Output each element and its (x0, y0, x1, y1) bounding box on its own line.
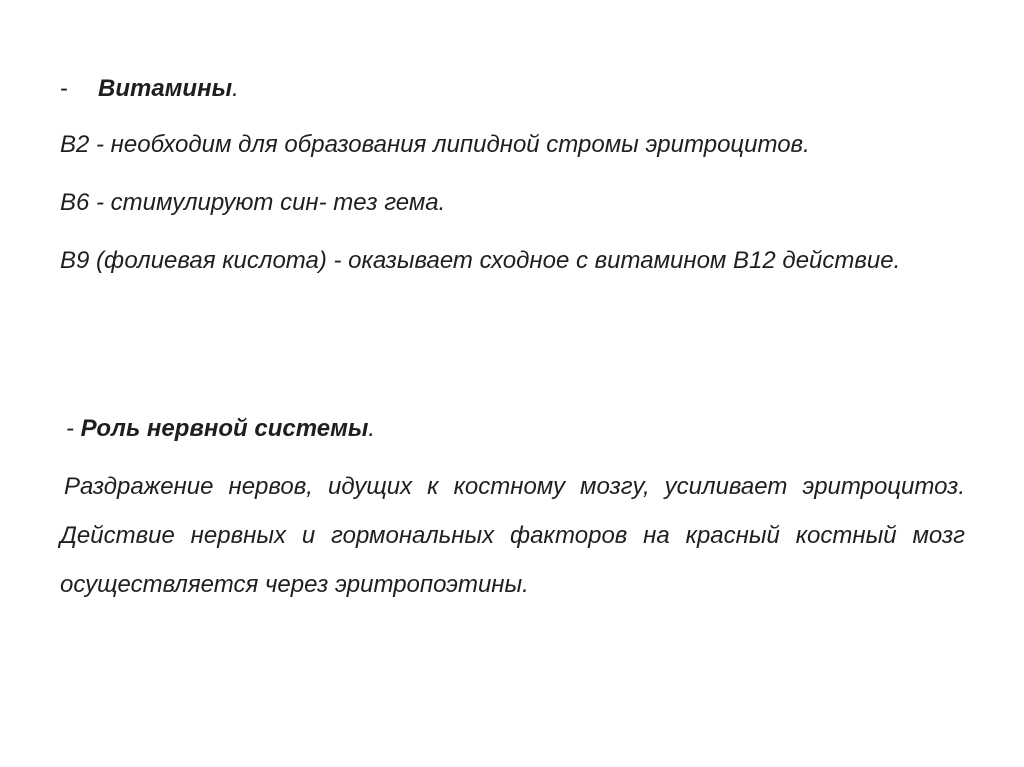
nervous-dash: - (66, 415, 74, 442)
vitamins-heading: Витамины (98, 75, 233, 102)
nervous-body-text (60, 462, 965, 609)
vitamin-b6-text: В6 - стимулируют син- тез гема. (60, 189, 446, 216)
vitamins-heading-line (60, 64, 965, 113)
vitamins-heading-punct: . (232, 75, 239, 102)
nervous-heading-line (60, 404, 965, 453)
vitamin-b2-text: В2 - необходим для образования липидной стромы эритроцитов. (60, 131, 810, 158)
nervous-heading: Роль нервной системы (80, 415, 369, 442)
vitamin-b9-text: В9 (фолиевая кислота) - оказывает сходное с витамином В12 действие. (60, 247, 901, 274)
vitamins-dash: - (60, 75, 68, 102)
nervous-heading-punct: . (368, 415, 376, 442)
nervous-body-content: Раздражение нервов, идущих к костному мозгу, усиливает эритроцитоз. Действие нервных и гормональных факторов на красный костный мозг осуществляется через эритропоэтины. (60, 473, 965, 598)
